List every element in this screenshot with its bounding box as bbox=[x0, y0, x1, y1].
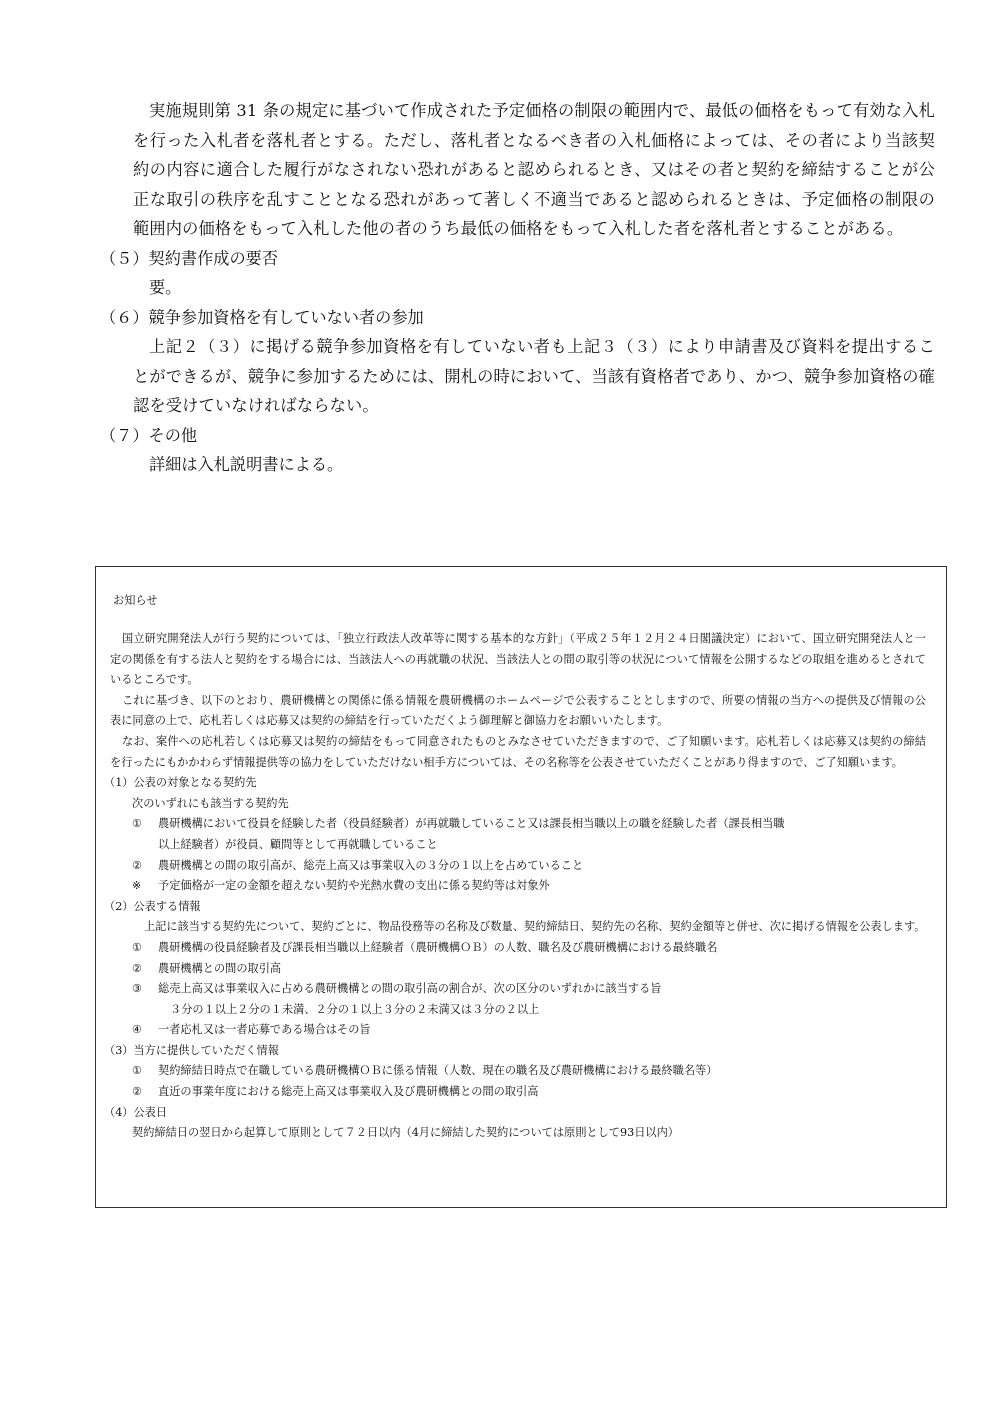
heading-other: （７）その他 bbox=[100, 425, 198, 445]
list-item: ② 農研機構との間の取引高が、総売上高又は事業収入の３分の１以上を占めていること bbox=[132, 858, 584, 872]
section-heading-provided-info: （3）当方に提供していただく情報 bbox=[104, 1043, 279, 1057]
section-body: 契約締結日の翌日から起算して原則として７２日以内（4月に締結した契約については原則として93日以内） bbox=[132, 1126, 679, 1140]
section-heading-publication-date: （4）公表日 bbox=[104, 1105, 168, 1119]
body-contract-document: 要。 bbox=[149, 278, 182, 297]
list-item: ① 農研機構の役員経験者及び課長相当職以上経験者（農研機構ＯＢ）の人数、職名及び農研機構における最終職名 bbox=[132, 940, 718, 954]
list-item: ② 農研機構との間の取引高 bbox=[132, 961, 282, 975]
section-heading-disclosure-targets: （1）公表の対象となる契約先 bbox=[104, 776, 257, 790]
list-item: ④ 一者応札又は一者応募である場合はその旨 bbox=[132, 1023, 371, 1037]
list-item: ① 契約締結日時点で在職している農研機構ＯＢに係る情報（人数、現在の職名及び農研機構における最終職名等） bbox=[132, 1064, 718, 1078]
body-other: 詳細は入札説明書による。 bbox=[149, 455, 344, 474]
notice-paragraph: 国立研究開発法人が行う契約については、「独立行政法人改革等に関する基本的な方針」（平成２５年１２月２４日閣議決定）において、国立研究開発法人と一定の関係を有する法人と契約をする場合には、当該法人への再就職の状況、当該法人との間の取引等の状況について情報を公開するなどの取組を進めるとされているところです。 bbox=[110, 632, 926, 687]
section-intro: 上記に該当する契約先について、契約ごとに、物品役務等の名称及び数量、契約締結日、契約先の名称、契約金額等と併せ、次に掲げる情報を公表します。 bbox=[144, 920, 926, 934]
list-item: ③ 総売上高又は事業収入に占める農研機構との間の取引高の割合が、次の区分のいずれかに該当する旨 bbox=[132, 982, 662, 996]
section-heading-disclosed-info: （2）公表する情報 bbox=[104, 899, 201, 913]
list-note: ※ 予定価格が一定の金額を超えない契約や光熱水費の支出に係る契約等は対象外 bbox=[132, 879, 550, 893]
notice-box bbox=[95, 566, 947, 1208]
list-item-continuation: 以上経験者）が役員、顧問等として再就職していること bbox=[158, 837, 438, 851]
list-item: ① 農研機構において役員を経験した者（役員経験者）が再就職していること又は課長相当職以上の職を経験した者（課長相当職 bbox=[132, 817, 785, 831]
section-intro: 次のいずれにも該当する契約先 bbox=[132, 796, 289, 810]
list-sub-item: ３分の１以上２分の１未満、２分の１以上３分の２未満又は３分の２以上 bbox=[170, 1002, 540, 1016]
body-unqualified-participation: 上記２（３）に掲げる競争参加資格を有していない者も上記３（３）により申請書及び資料を提出することができるが、競争に参加するためには、開札の時において、当該有資格者であり、かつ、競争参加資格の確認を受けていなければならない。 bbox=[133, 337, 936, 415]
main-text bbox=[100, 96, 935, 480]
notice-body bbox=[104, 629, 930, 1144]
heading-contract-document: （５）契約書作成の要否 bbox=[100, 248, 279, 268]
notice-paragraph: これに基づき、以下のとおり、農研機構との関係に係る情報を農研機構のホームページで公表することとしますので、所要の情報の当方への提供及び情報の公表に同意の上で、応札若しくは応募又は契約の締結を行っていただくよう御理解と御協力をお願いいたします。 bbox=[110, 693, 926, 728]
list-item: ② 直近の事業年度における総売上高又は事業収入及び農研機構との間の取引高 bbox=[132, 1085, 539, 1099]
heading-unqualified-participation: （６）競争参加資格を有していない者の参加 bbox=[100, 307, 424, 327]
notice-paragraph: なお、案件への応札若しくは応募又は契約の締結をもって同意されたものとみなさせていただきますので、ご了知願います。応札若しくは応募又は契約の締結を行ったにもかかわらず情報提供等の協力をしていただけない相手方については、その名称等を公表させていただくことがあり得ますので、ご了知願います。 bbox=[110, 734, 926, 769]
paragraph-award-rule: 実施規則第 31 条の規定に基づいて作成された予定価格の制限の範囲内で、最低の価格をもって有効な入札を行った入札者を落札者とする。ただし、落札者となるべき者の入札価格によっては、その者により当該契約の内容に適合した履行がなされない恐れがあると認められるとき、又はその者と契約を締結することが公正な取引の秩序を乱すこととなる恐れがあって著しく不適当であると認められるときは、予定価格の制限の範囲内の価格をもって入札した他の者のうち最低の価格をもって入札した者を落札者とすることがある。 bbox=[133, 101, 935, 238]
notice-title: お知らせ bbox=[113, 594, 158, 607]
